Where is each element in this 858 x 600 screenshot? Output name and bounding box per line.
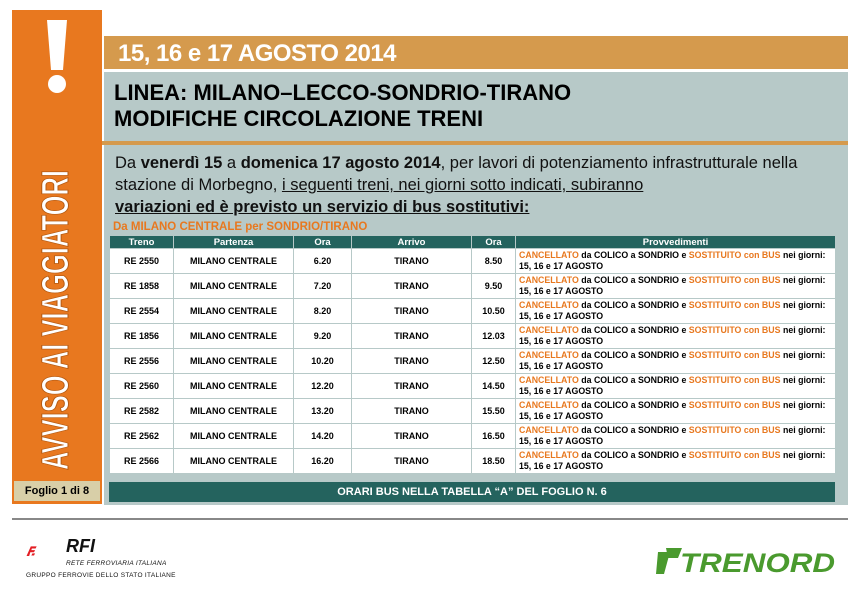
cell-arrivo: TIRANO — [352, 424, 472, 449]
intro-text: Da — [115, 154, 141, 172]
table-header-row — [110, 236, 836, 249]
col-ora-partenza: Ora — [294, 236, 352, 249]
replaced-label: SOSTITUITO con BUS — [688, 350, 781, 360]
route-text: da COLICO a SONDRIO e — [578, 300, 689, 310]
cell-ora-arrivo: 15.50 — [472, 399, 516, 424]
replaced-label: SOSTITUITO con BUS — [688, 250, 781, 260]
page-indicator: Foglio 1 di 8 — [14, 481, 100, 501]
replaced-label: SOSTITUITO con BUS — [688, 325, 781, 335]
cancelled-label: CANCELLATO — [519, 425, 579, 435]
bus-timetable-note: ORARI BUS NELLA TABELLA “A” DEL FOGLIO N. 6 — [109, 482, 835, 502]
cell-ora-arrivo: 12.50 — [472, 349, 516, 374]
cell-partenza: MILANO CENTRALE — [174, 349, 294, 374]
route-text: da COLICO a SONDRIO e — [578, 250, 689, 260]
table-row — [110, 324, 836, 349]
cell-treno: RE 2550 — [110, 249, 174, 274]
cell-provvedimenti — [516, 424, 836, 449]
cell-provvedimenti — [516, 399, 836, 424]
trenord-logo-text: TRENORD — [680, 548, 835, 578]
intro-start-date: venerdì 15 — [140, 154, 223, 172]
train-table — [109, 235, 836, 474]
days-text: nei giorni: 15, 16 e 17 AGOSTO — [519, 375, 826, 396]
cell-ora-partenza: 9.20 — [294, 324, 352, 349]
col-ora-arrivo: Ora — [472, 236, 516, 249]
col-treno: Treno — [110, 236, 174, 249]
table-row — [110, 249, 836, 274]
cell-treno: RE 2560 — [110, 374, 174, 399]
cell-partenza: MILANO CENTRALE — [174, 424, 294, 449]
cell-ora-partenza: 13.20 — [294, 399, 352, 424]
sidebar-title — [12, 150, 102, 480]
route-text: da COLICO a SONDRIO e — [578, 400, 689, 410]
days-text: nei giorni: 15, 16 e 17 AGOSTO — [519, 450, 826, 471]
cell-ora-partenza: 7.20 — [294, 274, 352, 299]
cell-ora-arrivo: 12.03 — [472, 324, 516, 349]
intro-end-date: domenica 17 agosto 2014 — [240, 154, 441, 172]
cell-arrivo: TIRANO — [352, 324, 472, 349]
days-text: nei giorni: 15, 16 e 17 AGOSTO — [519, 350, 826, 371]
cell-arrivo: TIRANO — [352, 274, 472, 299]
route-text: da COLICO a SONDRIO e — [578, 375, 689, 385]
route-text: da COLICO a SONDRIO e — [578, 425, 689, 435]
cell-ora-arrivo: 18.50 — [472, 449, 516, 474]
cell-ora-arrivo: 10.50 — [472, 299, 516, 324]
cell-provvedimenti — [516, 324, 836, 349]
cell-treno: RE 1856 — [110, 324, 174, 349]
route-text: da COLICO a SONDRIO e — [578, 350, 689, 360]
cell-provvedimenti — [516, 449, 836, 474]
cancelled-label: CANCELLATO — [519, 300, 579, 310]
replaced-label: SOSTITUITO con BUS — [688, 300, 781, 310]
cell-ora-partenza: 14.20 — [294, 424, 352, 449]
table-row — [110, 449, 836, 474]
table-row — [110, 274, 836, 299]
days-text: nei giorni: 15, 16 e 17 AGOSTO — [519, 325, 826, 346]
rfi-logo-text: RFI — [66, 536, 95, 556]
rfi-logo-subtitle: RETE FERROVIARIA ITALIANA — [66, 560, 167, 567]
cell-partenza: MILANO CENTRALE — [174, 374, 294, 399]
date-banner — [104, 36, 848, 69]
cell-treno: RE 2562 — [110, 424, 174, 449]
intro-paragraph — [115, 152, 835, 218]
days-text: nei giorni: 15, 16 e 17 AGOSTO — [519, 275, 826, 296]
days-text: nei giorni: 15, 16 e 17 AGOSTO — [519, 400, 826, 421]
cell-partenza: MILANO CENTRALE — [174, 324, 294, 349]
line-subtitle: MODIFICHE CIRCOLAZIONE TRENI — [114, 106, 484, 131]
bottom-divider — [12, 518, 848, 520]
table-row — [110, 399, 836, 424]
intro-emphasis: variazioni ed è previsto un servizio di bus sostitutivi: — [115, 198, 530, 216]
exclamation-icon — [44, 18, 70, 96]
cell-partenza: MILANO CENTRALE — [174, 274, 294, 299]
cell-provvedimenti — [516, 349, 836, 374]
cancelled-label: CANCELLATO — [519, 250, 579, 260]
cell-partenza: MILANO CENTRALE — [174, 399, 294, 424]
cell-provvedimenti — [516, 374, 836, 399]
route-text: da COLICO a SONDRIO e — [578, 450, 689, 460]
cancelled-label: CANCELLATO — [519, 400, 579, 410]
cancelled-label: CANCELLATO — [519, 375, 579, 385]
cell-arrivo: TIRANO — [352, 299, 472, 324]
cell-partenza: MILANO CENTRALE — [174, 249, 294, 274]
cell-partenza: MILANO CENTRALE — [174, 449, 294, 474]
cell-ora-partenza: 12.20 — [294, 374, 352, 399]
col-provvedimenti: Provvedimenti — [516, 236, 836, 249]
trenord-logo — [656, 544, 838, 578]
date-text: 15, 16 e 17 AGOSTO 2014 — [118, 40, 397, 67]
direction-label: Da MILANO CENTRALE per SONDRIO/TIRANO — [113, 221, 368, 233]
days-text: nei giorni: 15, 16 e 17 AGOSTO — [519, 250, 826, 271]
cell-provvedimenti — [516, 249, 836, 274]
cell-treno: RE 1858 — [110, 274, 174, 299]
rfi-logo — [26, 532, 66, 572]
alert-box — [12, 10, 102, 102]
route-text: da COLICO a SONDRIO e — [578, 325, 689, 335]
table-row — [110, 424, 836, 449]
cell-ora-partenza: 8.20 — [294, 299, 352, 324]
days-text: nei giorni: 15, 16 e 17 AGOSTO — [519, 425, 826, 446]
cell-treno: RE 2566 — [110, 449, 174, 474]
cancelled-label: CANCELLATO — [519, 275, 579, 285]
route-text: da COLICO a SONDRIO e — [578, 275, 689, 285]
line-title: LINEA: MILANO–LECCO-SONDRIO-TIRANO — [114, 80, 572, 105]
table-row — [110, 374, 836, 399]
replaced-label: SOSTITUITO con BUS — [688, 400, 781, 410]
replaced-label: SOSTITUITO con BUS — [688, 275, 781, 285]
cell-arrivo: TIRANO — [352, 374, 472, 399]
cell-partenza: MILANO CENTRALE — [174, 299, 294, 324]
replaced-label: SOSTITUITO con BUS — [688, 425, 781, 435]
cell-ora-partenza: 6.20 — [294, 249, 352, 274]
cell-arrivo: TIRANO — [352, 249, 472, 274]
cell-treno: RE 2582 — [110, 399, 174, 424]
cell-provvedimenti — [516, 274, 836, 299]
intro-underlined: i seguenti treni, nei giorni sotto indicati, subiranno — [281, 176, 644, 194]
cell-ora-partenza: 16.20 — [294, 449, 352, 474]
cell-ora-partenza: 10.20 — [294, 349, 352, 374]
cell-treno: RE 2556 — [110, 349, 174, 374]
table-row — [110, 349, 836, 374]
rfi-logo-group: GRUPPO FERROVIE DELLO STATO ITALIANE — [26, 572, 176, 579]
cell-ora-arrivo: 16.50 — [472, 424, 516, 449]
cell-ora-arrivo: 9.50 — [472, 274, 516, 299]
intro-text: a — [222, 154, 241, 172]
sidebar-title-text: AVVISO AI VIAGGIATORI — [35, 150, 77, 470]
table-row — [110, 299, 836, 324]
cancelled-label: CANCELLATO — [519, 450, 579, 460]
col-arrivo: Arrivo — [352, 236, 472, 249]
cancelled-label: CANCELLATO — [519, 350, 579, 360]
days-text: nei giorni: 15, 16 e 17 AGOSTO — [519, 300, 826, 321]
col-partenza: Partenza — [174, 236, 294, 249]
cell-arrivo: TIRANO — [352, 399, 472, 424]
line-banner — [104, 69, 848, 141]
cancelled-label: CANCELLATO — [519, 325, 579, 335]
cell-treno: RE 2554 — [110, 299, 174, 324]
cell-ora-arrivo: 14.50 — [472, 374, 516, 399]
replaced-label: SOSTITUITO con BUS — [688, 375, 781, 385]
cell-provvedimenti — [516, 299, 836, 324]
intro-text: , per lavori di potenziamento infrastrutturale nella stazione di Morbegno, — [115, 154, 798, 194]
cell-arrivo: TIRANO — [352, 349, 472, 374]
replaced-label: SOSTITUITO con BUS — [688, 450, 781, 460]
cell-arrivo: TIRANO — [352, 449, 472, 474]
cell-ora-arrivo: 8.50 — [472, 249, 516, 274]
